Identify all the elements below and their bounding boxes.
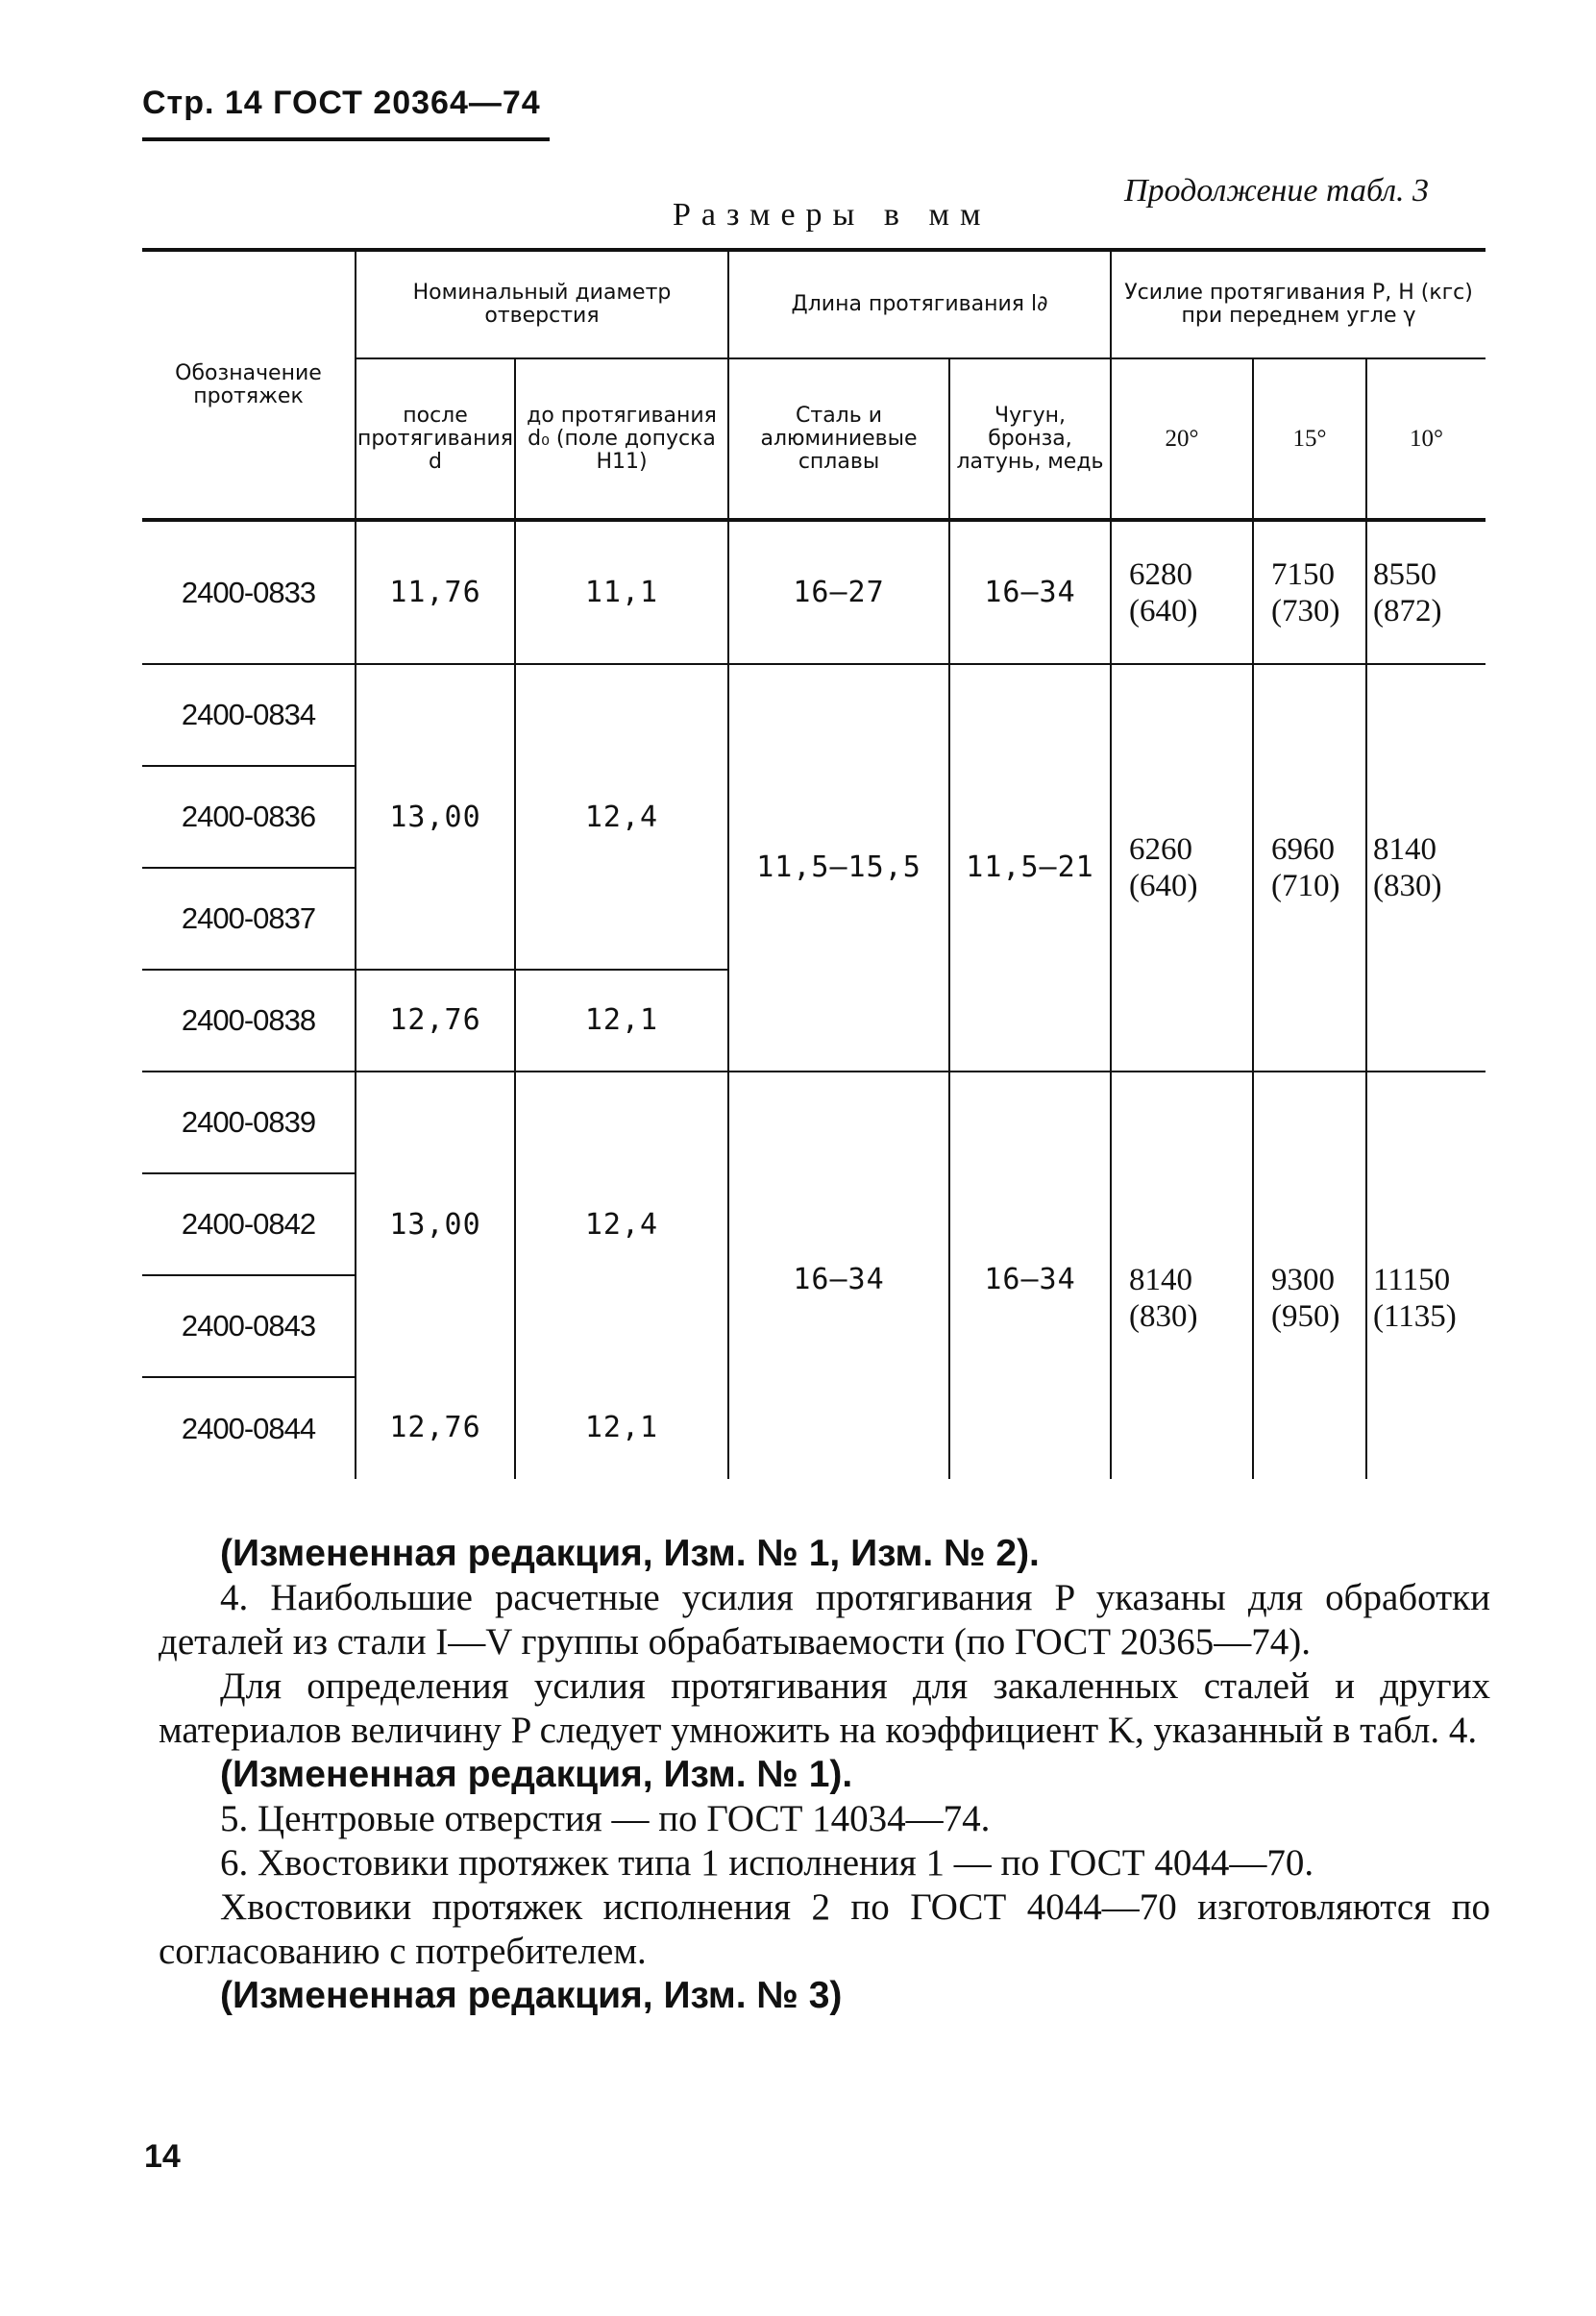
code-cell: 2400-0833 (142, 520, 356, 664)
body-text (159, 1532, 1490, 2018)
header-angle-15: 15° (1253, 358, 1366, 520)
header-nominal-diameter: Номинальный диаметр отверстия (356, 250, 728, 358)
page-number: 14 (144, 2138, 181, 2175)
diameter-before-cell: 12,1 (515, 970, 728, 1072)
amendment-note-1: (Измененная редакция, Изм. № 1, Изм. № 2). (220, 1533, 1040, 1574)
paragraph-4: 4. Наибольшие расчетные усилия протягивания P указаны для обработки деталей из стали I—V группы обрабатываемости (по ГОСТ 20365—74). (159, 1577, 1490, 1663)
paragraph-6-continued: Хвостовики протяжек исполнения 2 по ГОСТ 4044—70 изготовляются по согласованию с потребителем. (159, 1886, 1490, 1972)
code-cell: 2400-0843 (142, 1275, 356, 1377)
length-steel-cell: 16—27 (728, 520, 949, 664)
code-cell: 2400-0836 (142, 766, 356, 868)
length-iron-cell: 16—34 (949, 520, 1111, 664)
broach-dimensions-table (142, 248, 1486, 1479)
diameter-after-cell: 11,76 (356, 520, 515, 664)
force-20-cell: 8140 (830) (1111, 1072, 1253, 1479)
force-20-cell: 6280 (640) (1111, 520, 1253, 664)
force-10-cell: 8140 (830) (1366, 664, 1486, 1072)
header-broaching-force: Усилие протягивания P, Н (кгс) при переднем угле γ (1111, 250, 1486, 358)
length-steel-cell: 11,5—15,5 (728, 664, 949, 1072)
code-cell: 2400-0837 (142, 868, 356, 970)
code-cell: 2400-0842 (142, 1173, 356, 1275)
diameter-after-cell: 12,76 (356, 970, 515, 1072)
length-steel-cell: 16—34 (728, 1072, 949, 1479)
diameter-before-cell: 12,1 (515, 1377, 728, 1479)
code-cell: 2400-0844 (142, 1377, 356, 1479)
table-row (142, 1072, 1486, 1173)
force-10-cell: 11150 (1135) (1366, 1072, 1486, 1479)
header-angle-20: 20° (1111, 358, 1253, 520)
header-designation: Обозначение протяжек (175, 360, 322, 408)
header-angle-10: 10° (1366, 358, 1486, 520)
table-row (142, 664, 1486, 766)
force-10-cell: 8550 (872) (1366, 520, 1486, 664)
amendment-note-2: (Измененная редакция, Изм. № 1). (220, 1754, 853, 1795)
header-after-broaching: после протягивания d (356, 358, 515, 520)
header-broaching-length: Длина протягивания l∂ (728, 250, 1111, 358)
diameter-after-cell: 12,76 (356, 1377, 515, 1479)
diameter-before-cell: 11,1 (515, 520, 728, 664)
table-row (142, 520, 1486, 664)
force-15-cell: 6960 (710) (1253, 664, 1366, 1072)
diameter-before-cell: 12,4 (515, 1072, 728, 1377)
force-15-cell: 9300 (950) (1253, 1072, 1366, 1479)
length-iron-cell: 11,5—21 (949, 664, 1111, 1072)
header-steel: Сталь и алюминиевые сплавы (728, 358, 949, 520)
force-15-cell: 7150 (730) (1253, 520, 1366, 664)
code-cell: 2400-0834 (142, 664, 356, 766)
length-iron-cell: 16—34 (949, 1072, 1111, 1479)
amendment-note-3: (Измененная редакция, Изм. № 3) (220, 1975, 843, 2016)
force-20-cell: 6260 (640) (1111, 664, 1253, 1072)
running-header: Стр. 14 ГОСТ 20364—74 (142, 85, 550, 141)
paragraph-5: 5. Центровые отверстия — по ГОСТ 14034—74. (220, 1798, 991, 1839)
header-before-broaching: до протягивания d₀ (поле допуска H11) (515, 358, 728, 520)
diameter-after-cell: 13,00 (356, 664, 515, 970)
diameter-before-cell: 12,4 (515, 664, 728, 970)
table-continuation-caption: Продолжение табл. 3 (1124, 173, 1430, 209)
paragraph-4-continued: Для определения усилия протягивания для закаленных сталей и других материалов величину P следует умножить на коэффициент K, указанный в табл. 4. (159, 1665, 1490, 1751)
paragraph-6: 6. Хвостовики протяжек типа 1 исполнения 1 — по ГОСТ 4044—70. (220, 1842, 1314, 1884)
diameter-after-cell: 13,00 (356, 1072, 515, 1377)
code-cell: 2400-0839 (142, 1072, 356, 1173)
header-cast-iron: Чугун, бронза, латунь, медь (949, 358, 1111, 520)
table-units-caption: Размеры в мм (673, 197, 992, 233)
code-cell: 2400-0838 (142, 970, 356, 1072)
